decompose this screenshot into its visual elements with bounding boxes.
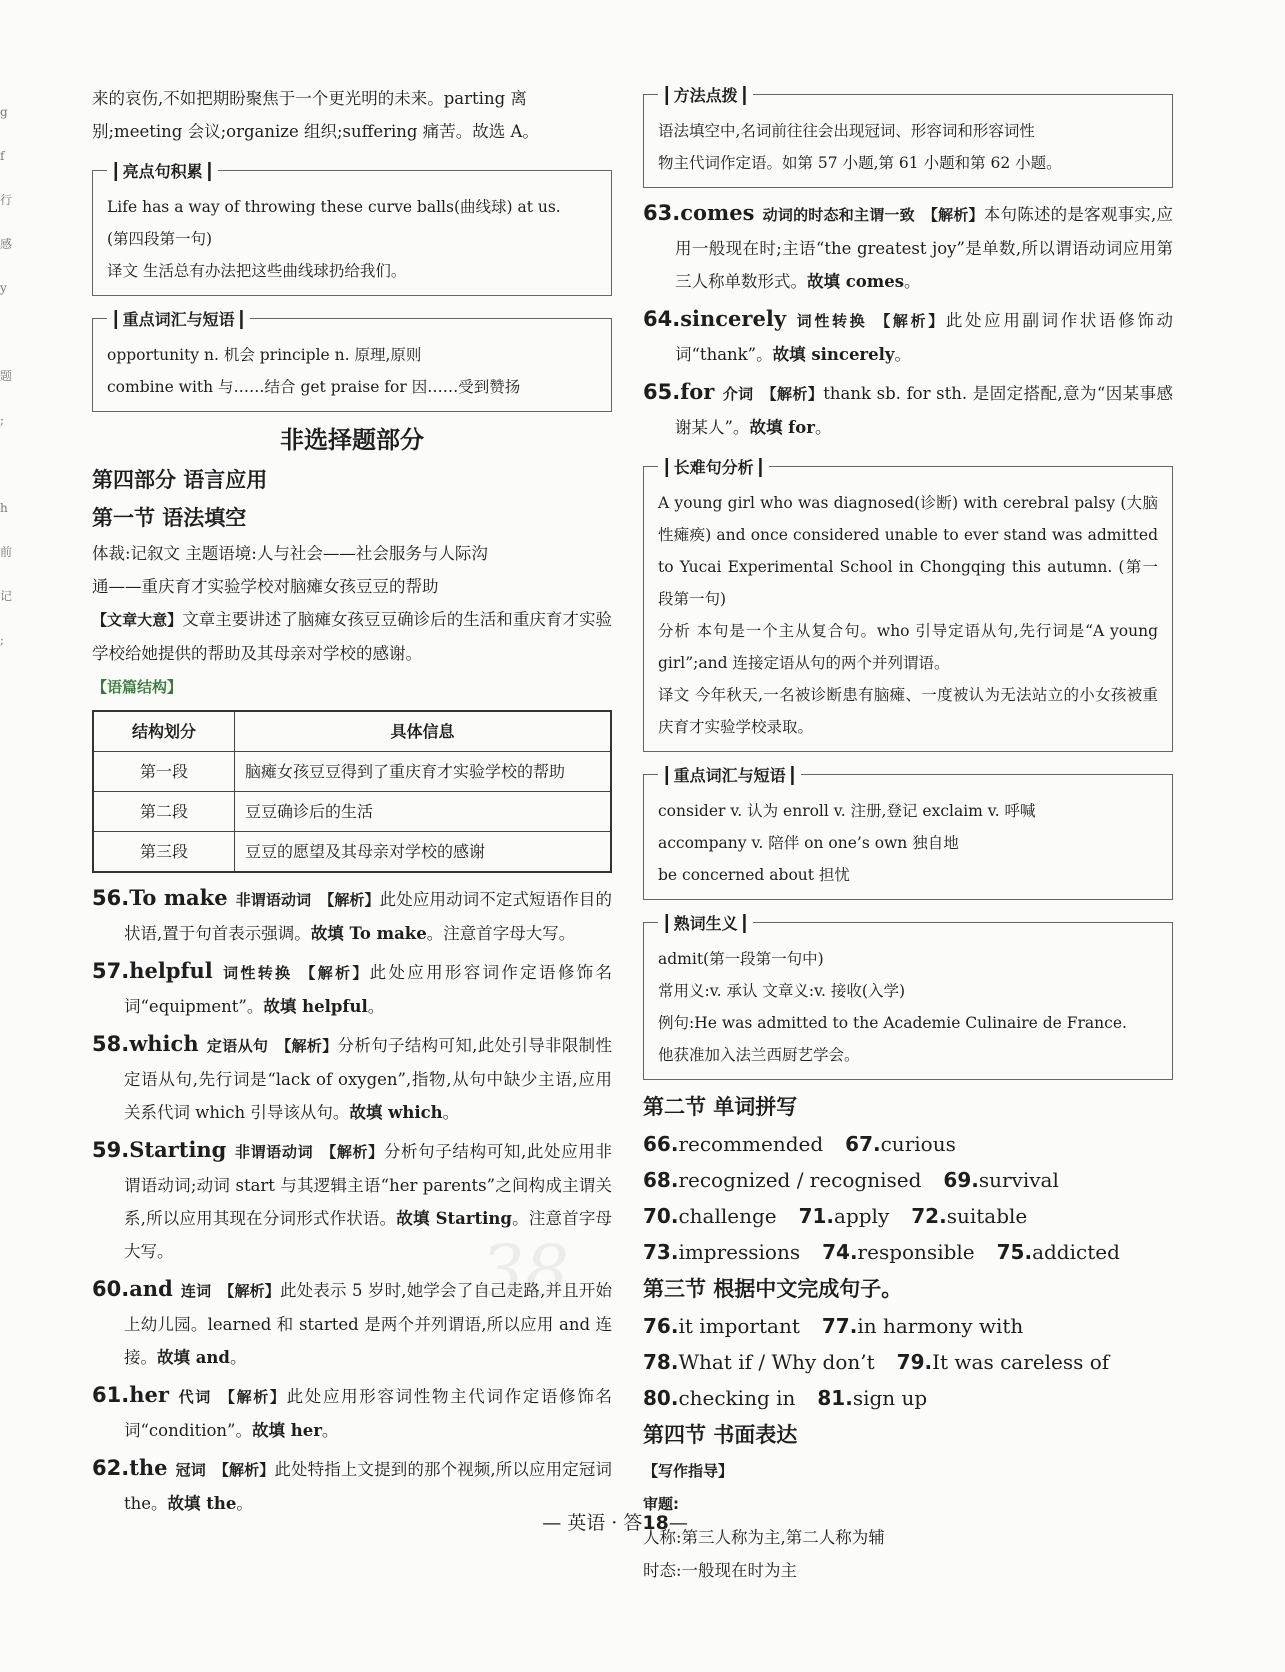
answer-row <box>643 1344 1173 1380</box>
analysis-tail: 。 <box>367 997 385 1016</box>
answer-number: 75. <box>996 1240 1033 1264</box>
answer-word: It was careless of <box>932 1350 1110 1374</box>
analysis-text: 本句陈述的是客观事实,应用一般现在时;主语“the greatest joy”是单数,所以谓语动词应用第三人称单数形式。 <box>675 205 1173 291</box>
analysis-text: 此处应用副词作状语修饰动词“thank”。 <box>675 311 1173 364</box>
answer-entry <box>799 1204 890 1228</box>
answer-list <box>92 881 612 1520</box>
answer-row <box>643 1126 1173 1162</box>
answer-number: 79. <box>896 1350 933 1374</box>
fill-label: 故填 Starting <box>396 1209 512 1228</box>
answer-word: and <box>129 1276 173 1301</box>
answer-word: apply <box>834 1204 890 1228</box>
answer-word: in harmony with <box>857 1314 1024 1338</box>
fill-label: 故填 her <box>251 1421 322 1440</box>
box-title: ┃ 重点词汇与短语 ┃ <box>658 763 801 786</box>
analysis-text: 分析句子结构可知,此处应用非谓语动词;动词 start 与其逻辑主语“her parents”之间构成主谓关系,所以应用其现在分词形式作状语。 <box>124 1142 612 1228</box>
answer-number: 59. <box>92 1138 130 1162</box>
answer-entry <box>822 1240 975 1264</box>
table-cell: 第三段 <box>93 832 235 873</box>
answer-number: 58. <box>92 1032 130 1056</box>
answer-number: 68. <box>643 1168 679 1192</box>
answer-category: 动词的时态和主谓一致 <box>762 206 915 224</box>
answer-number: 56. <box>92 886 130 910</box>
answer-item <box>643 196 1173 298</box>
footer-subject: — 英语 · 答 <box>542 1512 643 1534</box>
answer-entry <box>817 1386 927 1410</box>
analysis-tag: 【解析】 <box>219 1388 287 1406</box>
summary <box>92 603 612 670</box>
fill-label: 故填 comes <box>807 272 905 291</box>
table-header: 结构划分 <box>93 711 235 752</box>
box-line: 他获准加入法兰西厨艺学会。 <box>658 1046 860 1064</box>
box-line: opportunity n. 机会 principle n. 原理,原则 <box>107 346 422 364</box>
review-label: 审题: <box>643 1495 679 1513</box>
answer-row <box>643 1162 1173 1198</box>
analysis-tag: 【解析】 <box>300 964 370 982</box>
analysis-tag: 【解析】 <box>321 1143 384 1161</box>
fill-label: 故填 To make <box>310 924 427 943</box>
analysis-tail: 。 <box>904 272 921 291</box>
box-title: ┃ 亮点句积累 ┃ <box>107 159 218 182</box>
answer-category: 冠词 <box>175 1461 206 1479</box>
analysis-tail: 。 <box>442 1103 460 1122</box>
answer-word: which <box>129 1031 199 1056</box>
highlight-sentence-box <box>92 162 612 296</box>
answer-word: responsible <box>857 1240 975 1264</box>
box-line: 常用义:v. 承认 文章义:v. 接收(入学) <box>658 982 906 1000</box>
writing-tag: 【写作指导】 <box>643 1462 734 1480</box>
fill-label: 故填 for <box>749 418 815 437</box>
answer-number: 71. <box>798 1204 835 1228</box>
long-sentence-box <box>643 458 1173 752</box>
answer-word: sincerely <box>680 306 787 331</box>
answer-number: 80. <box>643 1386 679 1410</box>
subsection-heading: 第二节 单词拼写 <box>643 1095 798 1119</box>
answer-row <box>643 1198 1173 1234</box>
answer-word: survival <box>978 1168 1059 1192</box>
table-row <box>93 832 611 873</box>
answer-entry <box>911 1204 1027 1228</box>
fill-label: 故填 sincerely <box>772 345 895 364</box>
answer-category: 非谓语动词 <box>234 1143 314 1161</box>
word-meaning-box <box>643 914 1173 1080</box>
fill-label: 故填 and <box>157 1348 230 1367</box>
answer-word: her <box>129 1382 169 1407</box>
analysis-text: thank sb. for sth. 是固定搭配,意为“因某事感谢某人”。 <box>675 384 1173 437</box>
box-line: 例句:He was admitted to the Academie Culinaire de France. <box>658 1014 1127 1032</box>
answer-item <box>643 302 1173 371</box>
answer-entry <box>643 1168 921 1192</box>
box-line: consider v. 认为 enroll v. 注册,登记 exclaim v. 呼喊 <box>658 802 1036 820</box>
answer-word: helpful <box>129 958 213 983</box>
box-line: 译文 今年秋天,一名被诊断患有脑瘫、一度被认为无法站立的小女孩被重庆育才实验学校录取。 <box>658 686 1158 736</box>
box-title: ┃ 长难句分析 ┃ <box>658 455 769 478</box>
answer-word: To make <box>129 885 228 910</box>
table-cell: 第二段 <box>93 792 235 832</box>
answer-entry <box>897 1350 1109 1374</box>
answer-entry <box>643 1350 875 1374</box>
completion-answers <box>643 1308 1173 1416</box>
method-box <box>643 86 1173 188</box>
tense-line: 时态:一般现在时为主 <box>643 1561 798 1580</box>
answer-number: 74. <box>822 1240 858 1264</box>
answer-entry <box>643 1132 823 1156</box>
box-line: 物主代词作定语。如第 57 小题,第 61 小题和第 62 小题。 <box>658 154 1062 172</box>
answer-category: 非谓语动词 <box>235 891 312 909</box>
analysis-tag: 【解析】 <box>276 1037 338 1055</box>
answer-number: 70. <box>643 1204 679 1228</box>
table-row <box>93 752 611 792</box>
answer-category: 代词 <box>176 1388 212 1406</box>
answer-word: addicted <box>1032 1240 1120 1264</box>
svg-text:38: 38 <box>480 1230 570 1312</box>
answer-word: recognized / recognised <box>678 1168 922 1192</box>
right-column <box>643 82 1173 1587</box>
analysis-tail: 。注意首字母大写。 <box>124 1209 613 1261</box>
footer-dash: — <box>668 1512 688 1534</box>
answer-item <box>92 954 612 1023</box>
box-line: combine with 与……结合 get praise for 因……受到赞扬 <box>107 378 521 396</box>
box-title: ┃ 重点词汇与短语 ┃ <box>107 307 250 330</box>
person-line: 人称:第三人称为主,第二人称为辅 <box>643 1528 885 1547</box>
genre-line-2: 通——重庆育才实验学校对脑瘫女孩豆豆的帮助 <box>92 577 439 596</box>
answer-entry <box>643 1386 795 1410</box>
answer-word: suitable <box>946 1204 1028 1228</box>
table-cell: 脑瘫女孩豆豆得到了重庆育才实验学校的帮助 <box>235 752 612 792</box>
analysis-tail: 。 <box>894 345 911 364</box>
answer-number: 62. <box>92 1456 130 1480</box>
structure-tag: 【语篇结构】 <box>92 678 183 696</box>
answer-row <box>643 1234 1173 1270</box>
answer-number: 78. <box>643 1350 679 1374</box>
analysis-tag: 【解析】 <box>219 1282 280 1300</box>
answer-entry <box>997 1240 1120 1264</box>
margin-marks: g f 行 感 y 题 ; h 前 记 ; <box>0 105 13 647</box>
answer-row <box>643 1380 1173 1416</box>
answer-number: 65. <box>643 380 681 404</box>
intro-line-2: 别;meeting 会议;organize 组织;suffering 痛苦。故选 A。 <box>92 122 539 141</box>
analysis-tag: 【解析】 <box>213 1461 275 1479</box>
answer-category: 词性转换 <box>220 964 293 982</box>
box-line: 分析 本句是一个主从复合句。who 引导定语从句,先行词是“A young girl”;and 连接定语从句的两个并列谓语。 <box>658 622 1158 672</box>
analysis-text: 此处应用形容词作定语修饰名词“equipment”。 <box>124 963 612 1016</box>
analysis-tail: 。 <box>814 418 832 437</box>
answer-word: curious <box>880 1132 956 1156</box>
table-row <box>93 792 611 832</box>
answer-word: checking in <box>678 1386 796 1410</box>
analysis-tag: 【解析】 <box>761 385 824 403</box>
part-heading: 第四部分 语言应用 <box>92 468 268 492</box>
answer-entry <box>845 1132 956 1156</box>
analysis-tail: 。 <box>229 1348 247 1367</box>
box-line: be concerned about 担忧 <box>658 866 850 884</box>
answer-word: challenge <box>678 1204 777 1228</box>
answer-category: 词性转换 <box>794 312 868 330</box>
box-title: ┃ 方法点拨 ┃ <box>658 83 753 106</box>
answer-number: 81. <box>817 1386 853 1410</box>
box-line: admit(第一段第一句中) <box>658 950 824 968</box>
box-line: accompany v. 陪伴 on one’s own 独自地 <box>658 834 959 852</box>
subsection-heading: 第三节 根据中文完成句子。 <box>643 1277 903 1301</box>
answer-number: 63. <box>643 201 681 225</box>
analysis-tail: 。 <box>321 1421 339 1440</box>
answer-list <box>643 196 1173 444</box>
answer-item <box>643 375 1173 444</box>
answer-word: it important <box>678 1314 800 1338</box>
analysis-text: 此处应用形容词性物主代词作定语修饰名词“condition”。 <box>124 1387 612 1440</box>
table-cell: 豆豆确诊后的生活 <box>235 792 612 832</box>
answer-number: 64. <box>643 307 681 331</box>
analysis-tag: 【解析】 <box>319 891 380 909</box>
fill-label: 故填 the <box>167 1494 237 1513</box>
fill-label: 故填 which <box>349 1103 443 1122</box>
box-line: Life has a way of throwing these curve balls(曲线球) at us. <box>107 198 561 216</box>
box-line: 语法填空中,名词前往往会出现冠词、形容词和形容词性 <box>658 122 1035 140</box>
watermark-logo <box>470 1205 670 1325</box>
answer-number: 60. <box>92 1277 130 1301</box>
analysis-text: 此处表示 5 岁时,她学会了自己走路,并且开始上幼儿园。learned 和 started 是两个并列谓语,所以应用 and 连接。 <box>124 1281 612 1367</box>
answer-word: What if / Why don’t <box>678 1350 875 1374</box>
table-header: 具体信息 <box>235 711 612 752</box>
answer-number: 76. <box>643 1314 679 1338</box>
answer-entry <box>943 1168 1058 1192</box>
table-cell: 豆豆的愿望及其母亲对学校的感谢 <box>235 832 612 873</box>
vocab-box <box>643 766 1173 900</box>
subsection-heading: 第四节 书面表达 <box>643 1423 798 1447</box>
box-line: A young girl who was diagnosed(诊断) with cerebral palsy (大脑性瘫痪) and once considered unable to ever stand was admitted to Yucai Experimental School in Chongqing this autumn. (第一段第一句) <box>658 494 1158 608</box>
analysis-text: 分析句子结构可知,此处引导非限制性定语从句,先行词是“lack of oxygen”,指物,从句中缺少主语,应用关系代词 which 引导该从句。 <box>124 1036 612 1122</box>
answer-number: 57. <box>92 959 130 983</box>
summary-tag: 【文章大意】 <box>92 611 183 629</box>
answer-word: for <box>680 379 715 404</box>
answer-row <box>643 1308 1173 1344</box>
answer-word: comes <box>680 200 755 225</box>
answer-category: 连词 <box>180 1282 212 1300</box>
answer-word: the <box>129 1455 168 1480</box>
answer-category: 介词 <box>722 385 754 403</box>
analysis-tag: 【解析】 <box>922 206 984 224</box>
vocab-box <box>92 310 612 412</box>
answer-word: Starting <box>129 1137 227 1162</box>
subsection-heading: 第一节 语法填空 <box>92 506 247 530</box>
analysis-tail: 。注意首字母大写。 <box>426 924 576 943</box>
box-line: 译文 生活总有办法把这些曲线球扔给我们。 <box>107 262 407 280</box>
box-title: ┃ 熟词生义 ┃ <box>658 911 753 934</box>
section-title: 非选择题部分 <box>280 426 424 454</box>
answer-item <box>92 1027 612 1129</box>
table-cell: 第一段 <box>93 752 235 792</box>
genre-line-1: 体裁:记叙文 主题语境:人与社会——社会服务与人际沟 <box>92 544 488 563</box>
analysis-text: 此处特指上文提到的那个视频,所以应用定冠词 the。 <box>124 1460 612 1513</box>
answer-number: 69. <box>943 1168 979 1192</box>
intro-line-1: 来的哀伤,不如把期盼聚焦于一个更光明的未来。parting 离 <box>92 89 527 108</box>
analysis-text: 此处应用动词不定式短语作目的状语,置于句首表示强调。 <box>124 890 612 943</box>
answer-number: 72. <box>911 1204 947 1228</box>
spelling-answers <box>643 1126 1173 1270</box>
summary-text: 文章主要讲述了脑瘫女孩豆豆确诊后的生活和重庆育才实验学校给她提供的帮助及其母亲对学校的感谢。 <box>92 610 612 663</box>
answer-word: impressions <box>678 1240 801 1264</box>
answer-number: 67. <box>845 1132 881 1156</box>
structure-table <box>92 710 612 873</box>
answer-category: 定语从句 <box>206 1037 269 1055</box>
answer-number: 66. <box>643 1132 679 1156</box>
page-footer <box>0 1508 1230 1535</box>
answer-number: 61. <box>92 1383 130 1407</box>
answer-entry <box>822 1314 1023 1338</box>
box-line: (第四段第一句) <box>107 230 213 248</box>
answer-number: 73. <box>643 1240 679 1264</box>
answer-item <box>92 1378 612 1447</box>
answer-number: 77. <box>821 1314 858 1338</box>
fill-label: 故填 helpful <box>263 997 368 1016</box>
answer-word: sign up <box>852 1386 928 1410</box>
page-number: 18 <box>642 1512 669 1534</box>
answer-word: recommended <box>678 1132 824 1156</box>
analysis-tail: 。 <box>236 1494 253 1513</box>
answer-item <box>92 881 612 950</box>
analysis-tag: 【解析】 <box>875 312 946 330</box>
